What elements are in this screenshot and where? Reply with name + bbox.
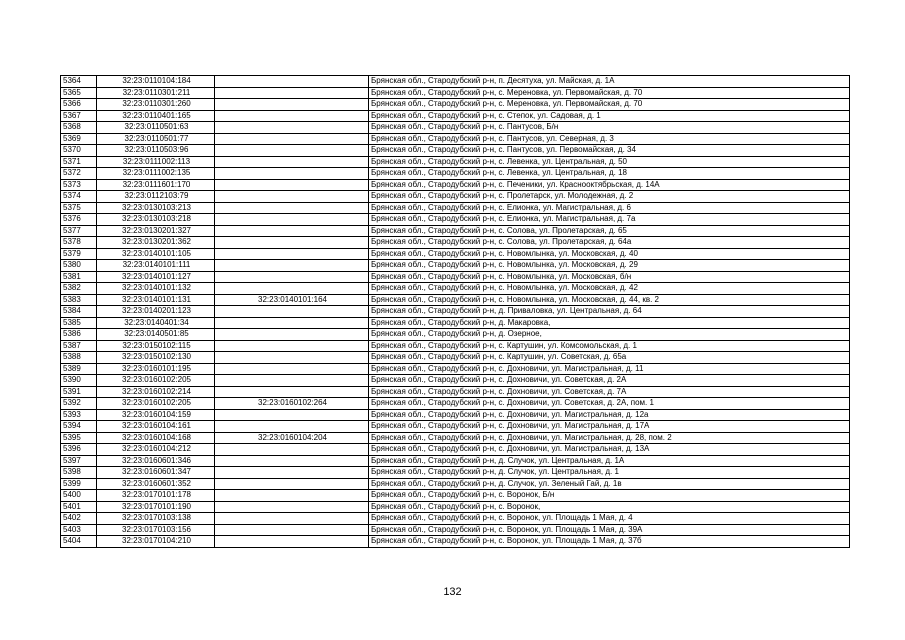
cadastral-number-cell: 32:23:0160102:214 (97, 386, 215, 398)
sub-cadastral-number-cell (215, 306, 369, 318)
address-cell: Брянская обл., Стародубский р-н, с. Мереновка, ул. Первомайская, д. 70 (369, 87, 850, 99)
sub-cadastral-number-cell (215, 145, 369, 157)
table-row (61, 76, 850, 88)
sub-cadastral-number-cell: 32:23:0160102:264 (215, 398, 369, 410)
cadastral-number-cell: 32:23:0110501:63 (97, 122, 215, 134)
row-number-cell: 5404 (61, 536, 97, 548)
sub-cadastral-number-cell (215, 490, 369, 502)
address-cell: Брянская обл., Стародубский р-н, с. Воронок, (369, 501, 850, 513)
table-row (61, 524, 850, 536)
table-row (61, 122, 850, 134)
sub-cadastral-number-cell (215, 283, 369, 295)
cadastral-number-cell: 32:23:0140101:131 (97, 294, 215, 306)
sub-cadastral-number-cell (215, 214, 369, 226)
table-row (61, 271, 850, 283)
table-row (61, 294, 850, 306)
table-row (61, 99, 850, 111)
address-cell: Брянская обл., Стародубский р-н, с. Пролетарск, ул. Молодежная, д. 2 (369, 191, 850, 203)
page-number: 132 (443, 586, 462, 598)
row-number-cell: 5399 (61, 478, 97, 490)
address-cell: Брянская обл., Стародубский р-н, с. Дохновичи, ул. Советская, д. 2А (369, 375, 850, 387)
row-number-cell: 5387 (61, 340, 97, 352)
table-row (61, 340, 850, 352)
sub-cadastral-number-cell (215, 363, 369, 375)
row-number-cell: 5389 (61, 363, 97, 375)
table-row (61, 421, 850, 433)
address-cell: Брянская обл., Стародубский р-н, п. Десятуха, ул. Майская, д. 1А (369, 76, 850, 88)
address-cell: Брянская обл., Стародубский р-н, с. Елионка, ул. Магистральная, д. 7а (369, 214, 850, 226)
row-number-cell: 5392 (61, 398, 97, 410)
table-row (61, 133, 850, 145)
table-row (61, 191, 850, 203)
address-cell: Брянская обл., Стародубский р-н, с. Воронок, ул. Площадь 1 Мая, д. 4 (369, 513, 850, 525)
sub-cadastral-number-cell (215, 524, 369, 536)
row-number-cell: 5400 (61, 490, 97, 502)
address-cell: Брянская обл., Стародубский р-н, с. Новомлынка, ул. Московская, д. 40 (369, 248, 850, 260)
row-number-cell: 5390 (61, 375, 97, 387)
row-number-cell: 5398 (61, 467, 97, 479)
address-cell: Брянская обл., Стародубский р-н, с. Пантусов, ул. Северная, д. 3 (369, 133, 850, 145)
sub-cadastral-number-cell (215, 271, 369, 283)
sub-cadastral-number-cell: 32:23:0140101:164 (215, 294, 369, 306)
cadastral-number-cell: 32:23:0140201:123 (97, 306, 215, 318)
cadastral-number-cell: 32:23:0170104:210 (97, 536, 215, 548)
cadastral-number-cell: 32:23:0111002:113 (97, 156, 215, 168)
row-number-cell: 5388 (61, 352, 97, 364)
row-number-cell: 5369 (61, 133, 97, 145)
cadastral-number-cell: 32:23:0130201:362 (97, 237, 215, 249)
row-number-cell: 5383 (61, 294, 97, 306)
row-number-cell: 5386 (61, 329, 97, 341)
table-row (61, 87, 850, 99)
cadastral-number-cell: 32:23:0111601:170 (97, 179, 215, 191)
cadastral-number-cell: 32:23:0160601:347 (97, 467, 215, 479)
cadastral-number-cell: 32:23:0160104:212 (97, 444, 215, 456)
row-number-cell: 5403 (61, 524, 97, 536)
sub-cadastral-number-cell (215, 340, 369, 352)
sub-cadastral-number-cell (215, 179, 369, 191)
address-cell: Брянская обл., Стародубский р-н, с. Воронок, Б/н (369, 490, 850, 502)
row-number-cell: 5364 (61, 76, 97, 88)
row-number-cell: 5371 (61, 156, 97, 168)
address-cell: Брянская обл., Стародубский р-н, с. Печеники, ул. Краснооктябрьская, д. 14А (369, 179, 850, 191)
table-row (61, 237, 850, 249)
table-row (61, 329, 850, 341)
row-number-cell: 5402 (61, 513, 97, 525)
row-number-cell: 5372 (61, 168, 97, 180)
row-number-cell: 5377 (61, 225, 97, 237)
sub-cadastral-number-cell (215, 478, 369, 490)
address-cell: Брянская обл., Стародубский р-н, д. Случок, ул. Зеленый Гай, д. 1в (369, 478, 850, 490)
table-row (61, 386, 850, 398)
address-cell: Брянская обл., Стародубский р-н, с. Елионка, ул. Магистральная, д. 6 (369, 202, 850, 214)
cadastral-number-cell: 32:23:0160104:161 (97, 421, 215, 433)
sub-cadastral-number-cell (215, 536, 369, 548)
cadastral-number-cell: 32:23:0170101:190 (97, 501, 215, 513)
row-number-cell: 5384 (61, 306, 97, 318)
table-row (61, 145, 850, 157)
address-cell: Брянская обл., Стародубский р-н, с. Солова, ул. Пролетарская, д. 64а (369, 237, 850, 249)
address-cell: Брянская обл., Стародубский р-н, с. Картушин, ул. Советская, д. 65а (369, 352, 850, 364)
table-row (61, 513, 850, 525)
sub-cadastral-number-cell (215, 168, 369, 180)
cadastral-number-cell: 32:23:0170101:178 (97, 490, 215, 502)
sub-cadastral-number-cell (215, 409, 369, 421)
sub-cadastral-number-cell (215, 110, 369, 122)
sub-cadastral-number-cell (215, 99, 369, 111)
cadastral-number-cell: 32:23:0150102:115 (97, 340, 215, 352)
row-number-cell: 5375 (61, 202, 97, 214)
table-row (61, 444, 850, 456)
row-number-cell: 5366 (61, 99, 97, 111)
table-row (61, 214, 850, 226)
sub-cadastral-number-cell (215, 467, 369, 479)
row-number-cell: 5370 (61, 145, 97, 157)
sub-cadastral-number-cell (215, 260, 369, 272)
row-number-cell: 5380 (61, 260, 97, 272)
table-row (61, 398, 850, 410)
address-cell: Брянская обл., Стародубский р-н, д. Случок, ул. Центральная, д. 1А (369, 455, 850, 467)
address-cell: Брянская обл., Стародубский р-н, с. Пантусов, Б/н (369, 122, 850, 134)
row-number-cell: 5381 (61, 271, 97, 283)
cadastral-number-cell: 32:23:0140401:34 (97, 317, 215, 329)
address-cell: Брянская обл., Стародубский р-н, д. Макаровка, (369, 317, 850, 329)
cadastral-number-cell: 32:23:0110301:211 (97, 87, 215, 99)
cadastral-number-cell: 32:23:0110401:165 (97, 110, 215, 122)
table-row (61, 409, 850, 421)
row-number-cell: 5368 (61, 122, 97, 134)
cadastral-number-cell: 32:23:0160102:205 (97, 398, 215, 410)
sub-cadastral-number-cell (215, 421, 369, 433)
cadastral-number-cell: 32:23:0140101:111 (97, 260, 215, 272)
cadastral-number-cell: 32:23:0140101:127 (97, 271, 215, 283)
table-row (61, 501, 850, 513)
registry-table-body (61, 76, 850, 548)
row-number-cell: 5376 (61, 214, 97, 226)
row-number-cell: 5367 (61, 110, 97, 122)
address-cell: Брянская обл., Стародубский р-н, с. Воронок, ул. Площадь 1 Мая, д. 37б (369, 536, 850, 548)
table-row (61, 467, 850, 479)
row-number-cell: 5395 (61, 432, 97, 444)
sub-cadastral-number-cell (215, 352, 369, 364)
table-row (61, 283, 850, 295)
row-number-cell: 5397 (61, 455, 97, 467)
table-row (61, 248, 850, 260)
cadastral-number-cell: 32:23:0110503:96 (97, 145, 215, 157)
address-cell: Брянская обл., Стародубский р-н, д. Приваловка, ул. Центральная, д. 64 (369, 306, 850, 318)
row-number-cell: 5374 (61, 191, 97, 203)
sub-cadastral-number-cell (215, 122, 369, 134)
table-row (61, 478, 850, 490)
address-cell: Брянская обл., Стародубский р-н, с. Солова, ул. Пролетарская, д. 65 (369, 225, 850, 237)
sub-cadastral-number-cell (215, 317, 369, 329)
row-number-cell: 5382 (61, 283, 97, 295)
address-cell: Брянская обл., Стародубский р-н, с. Дохновичи, ул. Магистральная, д. 12а (369, 409, 850, 421)
row-number-cell: 5379 (61, 248, 97, 260)
address-cell: Брянская обл., Стародубский р-н, с. Мереновка, ул. Первомайская, д. 70 (369, 99, 850, 111)
table-row (61, 168, 850, 180)
sub-cadastral-number-cell (215, 87, 369, 99)
sub-cadastral-number-cell (215, 237, 369, 249)
cadastral-number-cell: 32:23:0111002:135 (97, 168, 215, 180)
cadastral-number-cell: 32:23:0150102:130 (97, 352, 215, 364)
row-number-cell: 5396 (61, 444, 97, 456)
table-row (61, 156, 850, 168)
address-cell: Брянская обл., Стародубский р-н, с. Новомлынка, ул. Московская, д. 42 (369, 283, 850, 295)
table-row (61, 260, 850, 272)
address-cell: Брянская обл., Стародубский р-н, с. Новомлынка, ул. Московская, д. 44, кв. 2 (369, 294, 850, 306)
sub-cadastral-number-cell (215, 225, 369, 237)
address-cell: Брянская обл., Стародубский р-н, с. Пантусов, ул. Первомайская, д. 34 (369, 145, 850, 157)
table-row (61, 202, 850, 214)
table-row (61, 317, 850, 329)
row-number-cell: 5401 (61, 501, 97, 513)
address-cell: Брянская обл., Стародубский р-н, д. Озерное, (369, 329, 850, 341)
address-cell: Брянская обл., Стародубский р-н, с. Левенка, ул. Центральная, д. 50 (369, 156, 850, 168)
row-number-cell: 5393 (61, 409, 97, 421)
sub-cadastral-number-cell (215, 501, 369, 513)
address-cell: Брянская обл., Стародубский р-н, с. Левенка, ул. Центральная, д. 18 (369, 168, 850, 180)
table-row (61, 490, 850, 502)
table-row (61, 375, 850, 387)
address-cell: Брянская обл., Стародубский р-н, с. Дохновичи, ул. Магистральная, д. 28, пом. 2 (369, 432, 850, 444)
address-cell: Брянская обл., Стародубский р-н, с. Новомлынка, ул. Московская, д. 29 (369, 260, 850, 272)
cadastral-number-cell: 32:23:0160104:168 (97, 432, 215, 444)
sub-cadastral-number-cell: 32:23:0160104:204 (215, 432, 369, 444)
cadastral-number-cell: 32:23:0170103:156 (97, 524, 215, 536)
cadastral-number-cell: 32:23:0130103:218 (97, 214, 215, 226)
sub-cadastral-number-cell (215, 248, 369, 260)
sub-cadastral-number-cell (215, 76, 369, 88)
sub-cadastral-number-cell (215, 191, 369, 203)
cadastral-number-cell: 32:23:0110104:184 (97, 76, 215, 88)
cadastral-number-cell: 32:23:0160104:159 (97, 409, 215, 421)
row-number-cell: 5378 (61, 237, 97, 249)
address-cell: Брянская обл., Стародубский р-н, с. Дохновичи, ул. Советская, д. 2А, пом. 1 (369, 398, 850, 410)
cadastral-number-cell: 32:23:0130201:327 (97, 225, 215, 237)
cadastral-number-cell: 32:23:0112103:79 (97, 191, 215, 203)
sub-cadastral-number-cell (215, 386, 369, 398)
cadastral-number-cell: 32:23:0140101:105 (97, 248, 215, 260)
cadastral-number-cell: 32:23:0170103:138 (97, 513, 215, 525)
address-cell: Брянская обл., Стародубский р-н, д. Случок, ул. Центральная, д. 1 (369, 467, 850, 479)
row-number-cell: 5385 (61, 317, 97, 329)
sub-cadastral-number-cell (215, 375, 369, 387)
cadastral-number-cell: 32:23:0160102:205 (97, 375, 215, 387)
table-row (61, 432, 850, 444)
cadastral-number-cell: 32:23:0110301:260 (97, 99, 215, 111)
table-row (61, 179, 850, 191)
cadastral-number-cell: 32:23:0140101:132 (97, 283, 215, 295)
table-row (61, 363, 850, 375)
row-number-cell: 5391 (61, 386, 97, 398)
cadastral-number-cell: 32:23:0160601:346 (97, 455, 215, 467)
sub-cadastral-number-cell (215, 513, 369, 525)
table-row (61, 536, 850, 548)
cadastral-number-cell: 32:23:0160101:195 (97, 363, 215, 375)
table-row (61, 225, 850, 237)
row-number-cell: 5373 (61, 179, 97, 191)
address-cell: Брянская обл., Стародубский р-н, с. Воронок, ул. Площадь 1 Мая, д. 39А (369, 524, 850, 536)
address-cell: Брянская обл., Стародубский р-н, с. Новомлынка, ул. Московская, б/н (369, 271, 850, 283)
sub-cadastral-number-cell (215, 444, 369, 456)
row-number-cell: 5365 (61, 87, 97, 99)
table-row (61, 306, 850, 318)
table-row (61, 352, 850, 364)
registry-table (60, 75, 850, 548)
row-number-cell: 5394 (61, 421, 97, 433)
address-cell: Брянская обл., Стародубский р-н, с. Дохновичи, ул. Магистральная, д. 11 (369, 363, 850, 375)
address-cell: Брянская обл., Стародубский р-н, с. Дохновичи, ул. Советская, д. 7А (369, 386, 850, 398)
sub-cadastral-number-cell (215, 202, 369, 214)
address-cell: Брянская обл., Стародубский р-н, с. Картушин, ул. Комсомольская, д. 1 (369, 340, 850, 352)
sub-cadastral-number-cell (215, 156, 369, 168)
sub-cadastral-number-cell (215, 133, 369, 145)
table-row (61, 110, 850, 122)
address-cell: Брянская обл., Стародубский р-н, с. Дохновичи, ул. Магистральная, д. 17А (369, 421, 850, 433)
cadastral-number-cell: 32:23:0140501:85 (97, 329, 215, 341)
cadastral-number-cell: 32:23:0130103:213 (97, 202, 215, 214)
cadastral-number-cell: 32:23:0160601:352 (97, 478, 215, 490)
sub-cadastral-number-cell (215, 329, 369, 341)
address-cell: Брянская обл., Стародубский р-н, с. Дохновичи, ул. Магистральная, д. 13А (369, 444, 850, 456)
table-row (61, 455, 850, 467)
sub-cadastral-number-cell (215, 455, 369, 467)
cadastral-number-cell: 32:23:0110501:77 (97, 133, 215, 145)
address-cell: Брянская обл., Стародубский р-н, с. Степок, ул. Садовая, д. 1 (369, 110, 850, 122)
